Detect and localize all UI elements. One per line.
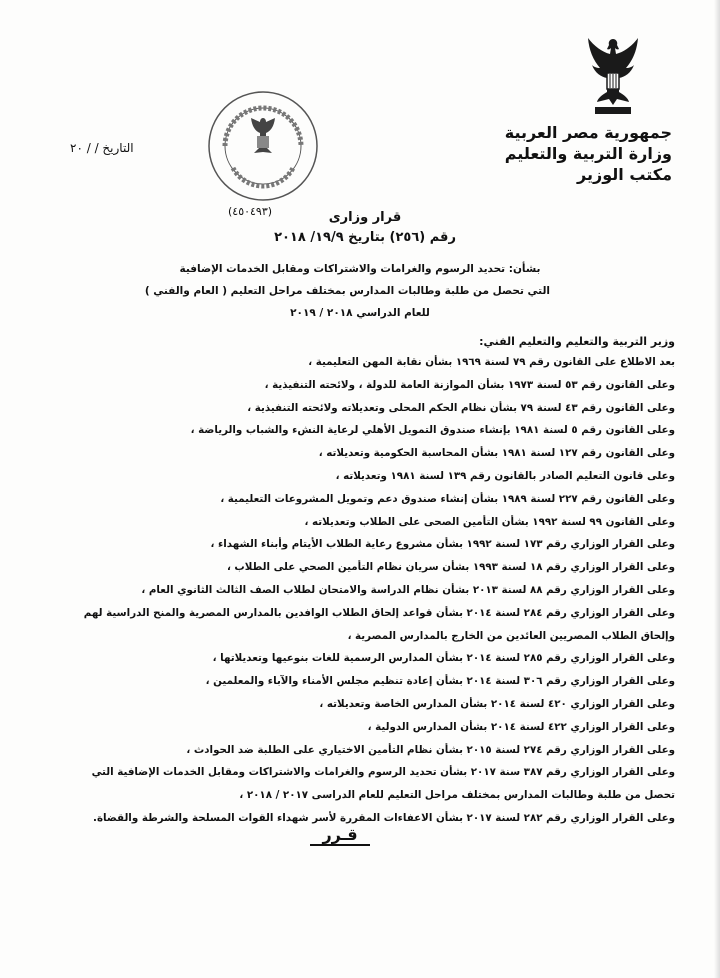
- clause-line: وعلى قانون التعليم الصادر بالقانون رقم ١٣٩ لسنة ١٩٨١ وتعديلاته ،: [335, 469, 675, 482]
- minister-heading: وزير التربية والتعليم والتعليم الفني:: [479, 335, 675, 348]
- clause-line: بعد الاطلاع على القانون رقم ٧٩ لسنة ١٩٦٩ بشأن نقابة المهن التعليمية ،: [308, 356, 675, 368]
- clause-line: وعلى القرار الوزاري رقم ٢٨٥ لسنة ٢٠١٤ بشأن المدارس الرسمية للغات بنوعيها وتعديلاتها ،: [212, 652, 675, 665]
- clause-line: تحصل من طلبة وطالبات المدارس بمختلف مراحل التعليم للعام الدراسى ٢٠١٧ / ٢٠١٨ ،: [239, 789, 675, 802]
- subject-line: للعام الدراسي ٢٠١٨ / ٢٠١٩: [290, 307, 430, 319]
- clause-line: وعلى القرار الوزاري رقم ١٧٣ لسنة ١٩٩٢ بشأن مشروع رعاية الطلاب الأيتام وأبناء الشهداء ،: [210, 538, 675, 551]
- scan-edge: [714, 0, 720, 978]
- clause-line: وعلى القرار الوزاري رقم ١٨ لسنة ١٩٩٣ بشأن سريان نظام التأمين الصحي على الطلاب ،: [226, 561, 675, 574]
- clause-line: وعلى القانون رقم ٤٣ لسنة ٧٩ بشأن نظام الحكم المحلى وتعديلاته ولائحته التنفيذية ،: [247, 401, 675, 414]
- decree-heading: [210, 208, 520, 248]
- decree-subject: [144, 258, 550, 324]
- clause-line: وعلى القانون رقم ٥٣ لسنة ١٩٧٣ بشأن الموازنة العامة للدولة ، ولائحته التنفيذية ،: [264, 378, 675, 391]
- clause-line: وعلى القرار الوزاري رقم ٢٨٤ لسنة ٢٠١٤ بشأن قواعد إلحاق الطلاب الوافدين بالمدارس المصرية والمنح الدراسية لهم: [83, 606, 675, 619]
- decides-heading: قـرر: [310, 826, 370, 846]
- subject-line: التي تحصل من طلبة وطالبات المدارس بمختلف مراحل التعليم ( العام والفني ): [144, 285, 550, 297]
- reference-number: (٤٥٠٤٩٣): [228, 205, 273, 218]
- clause-line: وعلى القرار الوزاري رقم ٣٠٦ لسنة ٢٠١٤ بشأن إعادة تنظيم مجلس الأمناء والآباء والمعلمين ،: [205, 675, 675, 688]
- ministry-line-country: جمهورية مصر العربية: [504, 123, 672, 142]
- clause-line: وعلى القرار الوزاري ٤٢٢ لسنة ٢٠١٤ بشأن المدارس الدولية ،: [367, 720, 675, 733]
- subject-line: بشأن: تحديد الرسوم والغرامات والاشتراكات ومقابل الخدمات الإضافية: [179, 263, 541, 275]
- ministry-header: [452, 122, 672, 185]
- date-field: التاريخ / / ٢٠: [70, 141, 134, 155]
- clause-line: وعلى القرار الوزاري رقم ٢٧٤ لسنة ٢٠١٥ بشأن نظام التأمين الاختياري على الطلبة ضد الحوادث ،: [186, 743, 675, 756]
- clause-line: وعلى القرار الوزاري رقم ٢٨٢ لسنة ٢٠١٧ بشأن الاعفاءات المقررة لأسر شهداء القوات المسلحة والشرطة والقضاة.: [93, 811, 675, 824]
- clause-line: وعلى القرار الوزاري رقم ٨٨ لسنة ٢٠١٣ بشأن نظام الدراسة والامتحان لطلاب الصف الثالث الثانوي العام ،: [141, 583, 675, 596]
- clause-line: وعلى القانون رقم ١٢٧ لسنة ١٩٨١ بشأن المحاسبة الحكومية وتعديلاته ،: [318, 447, 675, 460]
- ministry-line-ministry: وزارة التربية والتعليم: [504, 144, 672, 163]
- preamble-clauses: [55, 351, 675, 830]
- ministry-line-office: مكتب الوزير: [577, 165, 672, 184]
- decree-title: قرار وزارى: [328, 210, 402, 225]
- eagle-emblem-icon: [583, 35, 643, 117]
- clause-line: وإلحاق الطلاب المصريين العائدين من الخارج بالمدارس المصرية ،: [347, 629, 675, 642]
- clause-line: وعلى القانون رقم ٢٢٧ لسنة ١٩٨٩ بشأن إنشاء صندوق دعم وتمويل المشروعات التعليمية ،: [220, 492, 675, 505]
- clause-line: وعلى القانون رقم ٥ لسنة ١٩٨١ بإنشاء صندوق التمويل الأهلي لرعاية النشء والشباب والرياضة ،: [190, 424, 675, 437]
- clause-line: وعلى القرار الوزاري رقم ٣٨٧ سنة ٢٠١٧ بشأن تحديد الرسوم والغرامات والاشتراكات ومقابل الخدمات الإضافية التي: [91, 766, 675, 779]
- ministry-seal-stamp: [205, 88, 321, 204]
- clause-line: وعلى القرار الوزاري ٤٢٠ لسنة ٢٠١٤ بشأن المدارس الخاصة وتعديلاته ،: [319, 697, 675, 710]
- clause-line: وعلى القانون ٩٩ لسنة ١٩٩٢ بشأن التأمين الصحى على الطلاب وتعديلاته ،: [304, 515, 675, 528]
- decree-number: رقم (٢٥٦) بتاريخ ١٩/٩/ ٢٠١٨: [274, 230, 456, 245]
